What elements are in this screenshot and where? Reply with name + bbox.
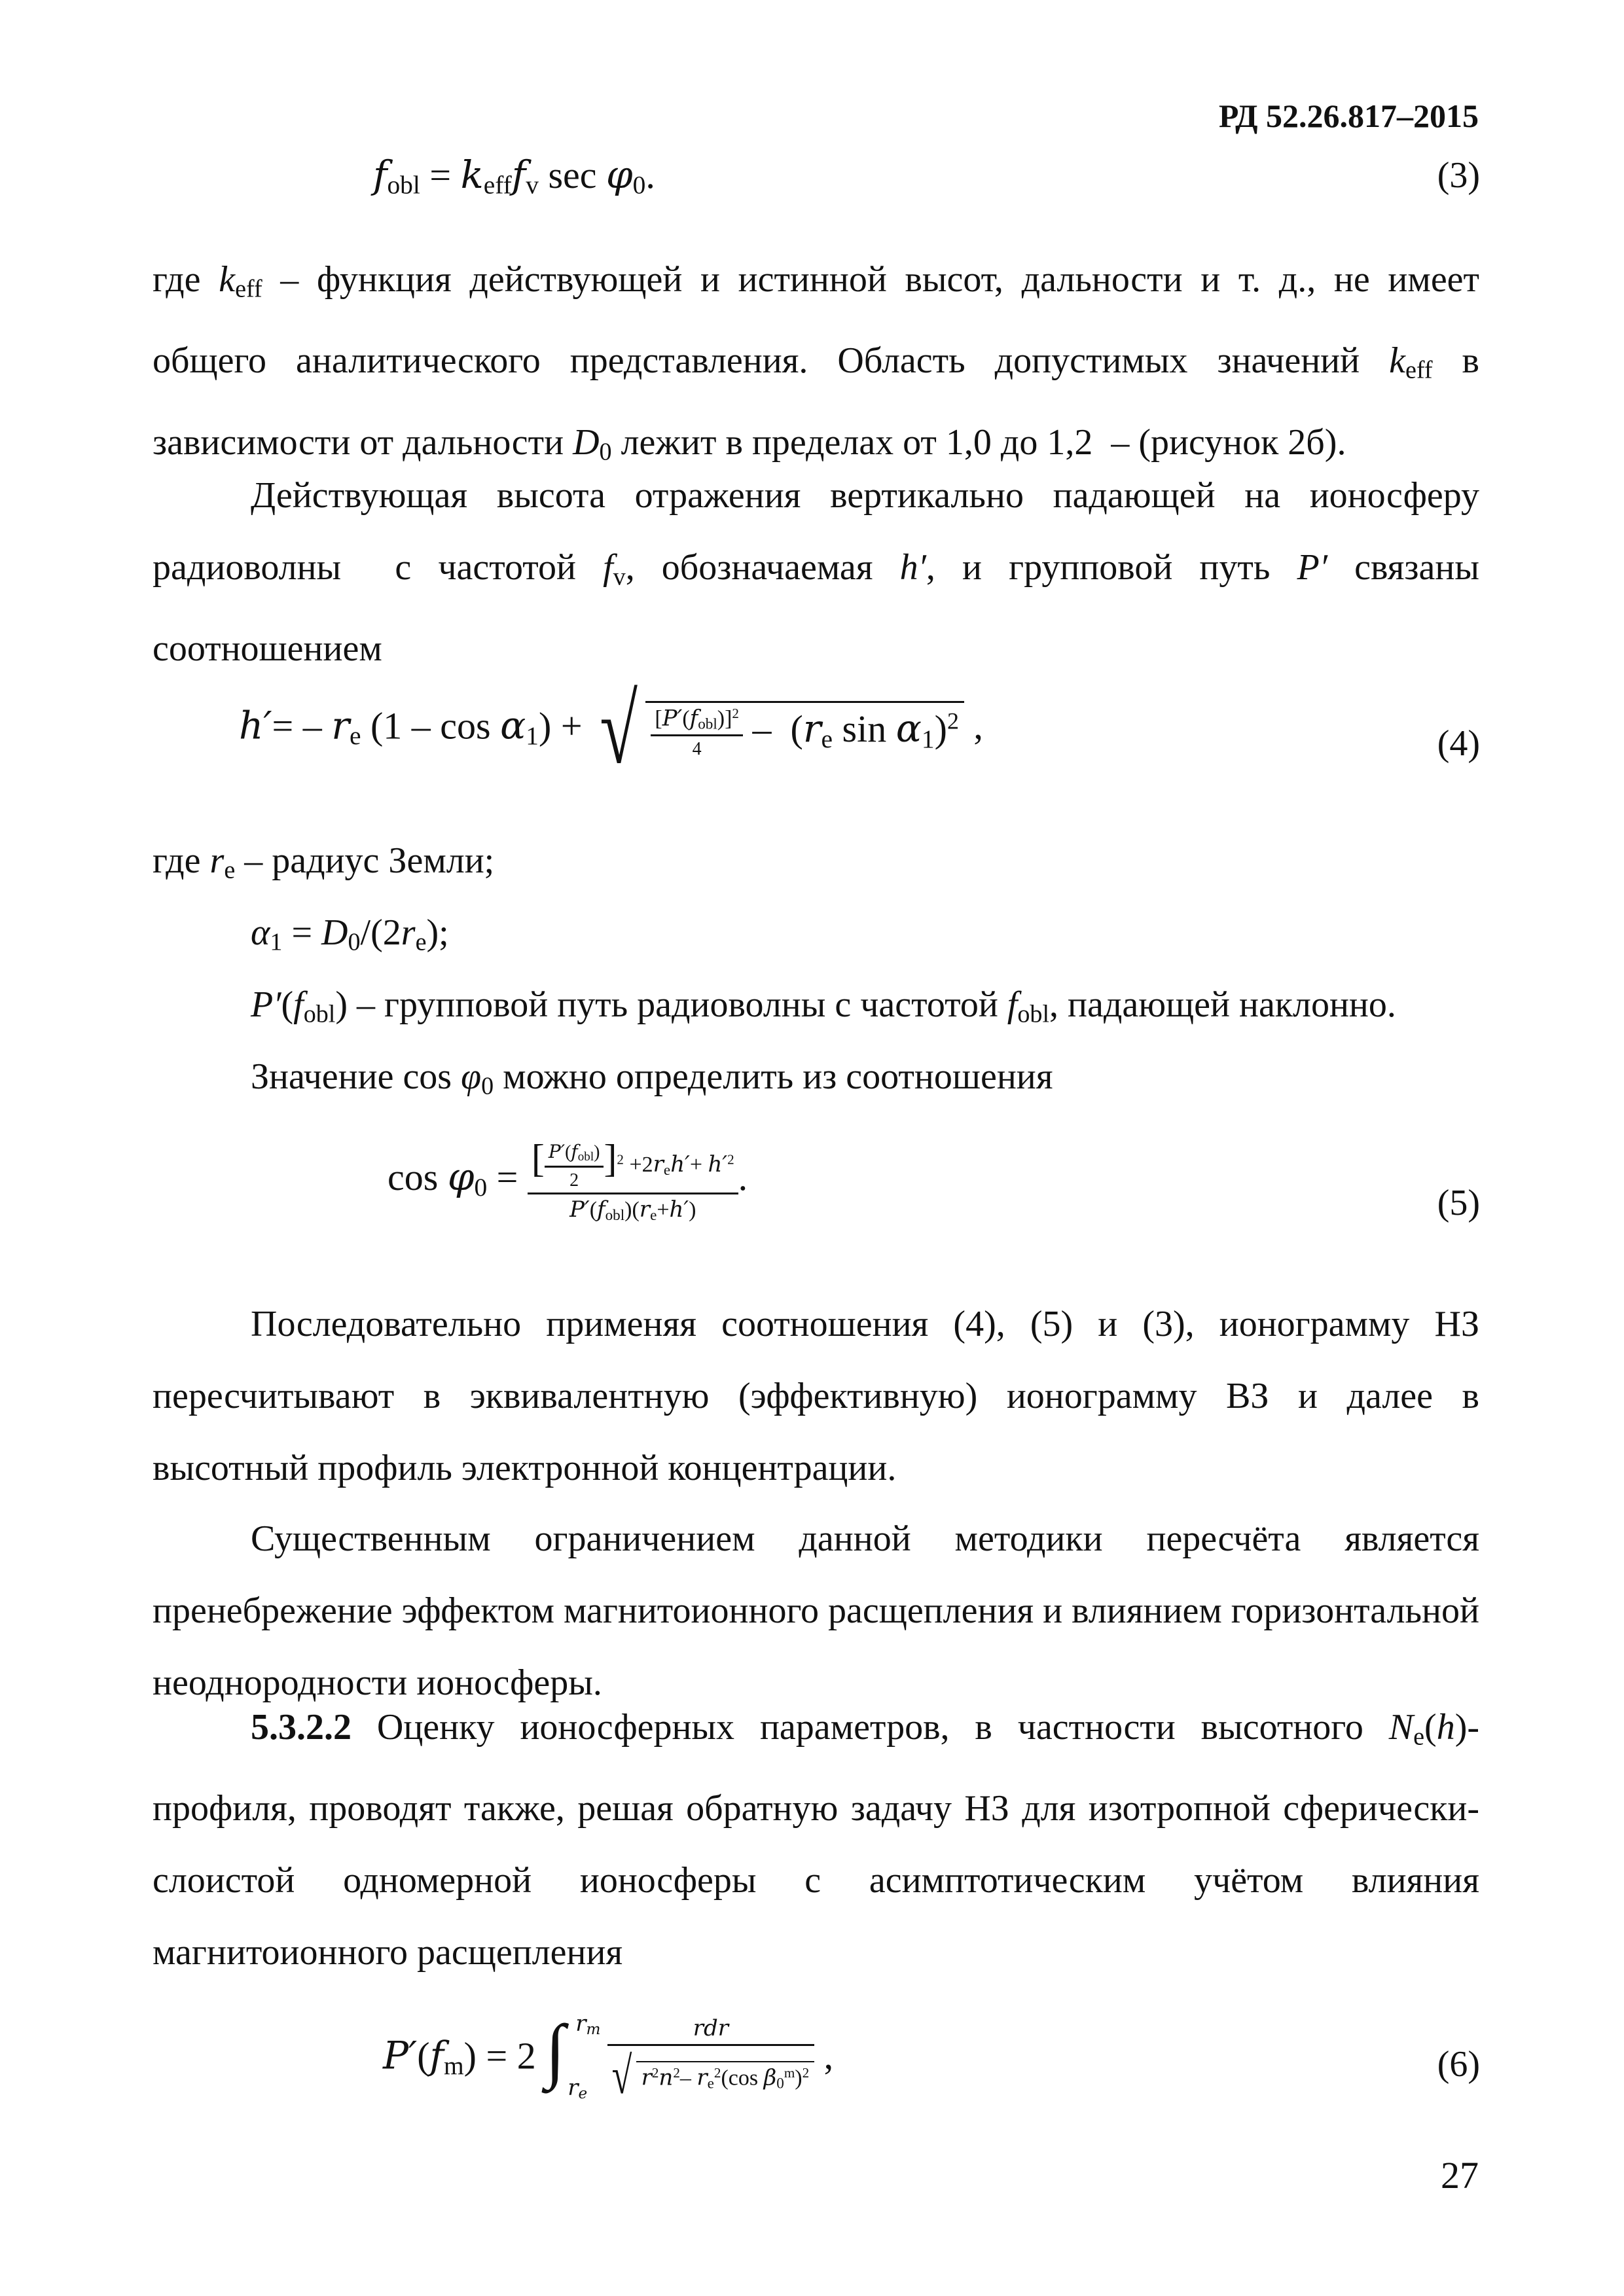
- equation-3-number: (3): [1437, 155, 1480, 196]
- equation-6: $P'(f_m) = 2$ ∫ $r_m$ $r_e$ $\frac{\text{rdr}}{√ r^2n^2- r_e^2(\cos \beta_0^m)^2}$ ,: [383, 2010, 834, 2105]
- equation-3: $f_{obl} = k_{eff}f_v$ $\sec \varphi_0$.: [373, 152, 655, 200]
- sqrt-symbol: √ $\frac{[P'(f_{obl})]^2}{4}$ – ($r_e$ $\sin \alpha_1)^2$: [592, 681, 964, 779]
- page-number: 27: [1441, 2154, 1479, 2197]
- definition-re: где $r_e$ – радиус Земли;: [153, 840, 495, 884]
- paragraph-limitation: Существенным ограничением данной методики пересчёта является пренебрежение эффектом магнитоионного расщепления и влиянием горизонтальной неоднородности ионосферы.: [153, 1518, 1479, 1703]
- equation-5-number: (5): [1437, 1183, 1480, 1223]
- document-code: РД 52.26.817–2015: [1218, 98, 1479, 134]
- section-number: 5.3.2.2: [251, 1707, 352, 1748]
- equation-6-number: (6): [1437, 2044, 1480, 2085]
- definition-alpha1: $\alpha_1 = D_0/(2r_e)$;: [251, 912, 449, 956]
- equation-4-number: (4): [1437, 723, 1480, 764]
- paragraph-effective-height: Действующая высота отражения вертикально падающей на ионосферу радиоволны с частотой $f_v$, обозначаемая h′, и групповой путь P′ связаны соотношением: [153, 475, 1479, 670]
- paragraph-recalculation: Последовательно применяя соотношения (4), (5) и (3), ионограмму НЗ пересчитывают в эквивалентную (эффективную) ионограмму ВЗ и далее в высотный профиль электронной концентрации.: [153, 1304, 1479, 1488]
- definition-group-path: $P'(f_{obl})$ – групповой путь радиоволны с частотой $f_{obl}$, падающей наклонно.: [251, 984, 1396, 1028]
- equation-4: $h'= - r_e$ $(1 - \cos \alpha_1)$ + √ $\frac{[P'(f_{obl})]^2}{4}$ – ($r_e$ $\sin \alpha_1)^2$ ,: [239, 675, 983, 784]
- paragraph-5-3-2-2: 5.3.2.2 Оценку ионосферных параметров, в частности высотного $N_e(h)$-профиля, проводят также, решая обратную задачу НЗ для изотропной сферически-слоистой одномерной ионосферы с асимптотическим учётом влияния магнитоионного расщепления: [153, 1707, 1479, 1973]
- paragraph-cos-phi: Значение $\cos \varphi_0$ можно определить из соотношения: [251, 1056, 1053, 1100]
- paragraph-keff-definition: где $k_{eff}$ – функция действующей и истинной высот, дальности и т. д., не имеет общего аналитического представления. Область допустимых значений $k_{eff}$ в зависимости от дальности $D_0$ лежит в пределах от 1,0 до 1,2 – (рисунок 2б).: [153, 259, 1480, 466]
- equation-5: $\cos \varphi_0$ = [ $\frac{P'(f_{obl})}{2}$ ]$^2 +2r_eh'+ h'^2$ $P'(f_{obl})(r_e+h')$ .: [388, 1137, 748, 1225]
